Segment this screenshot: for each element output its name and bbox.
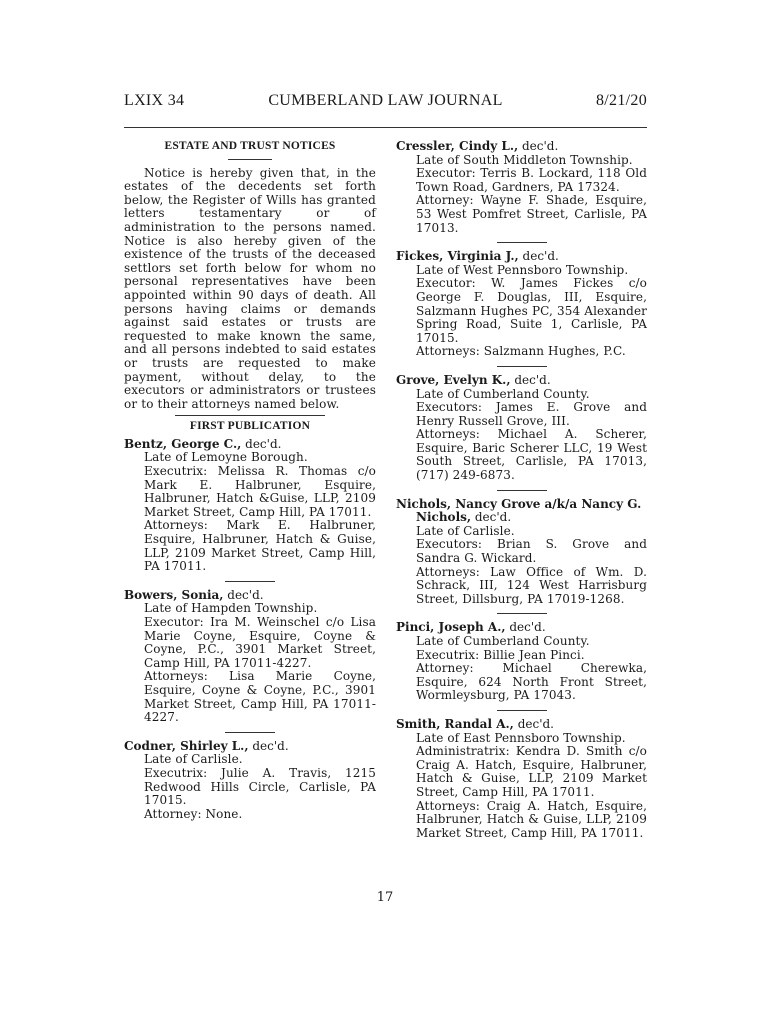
entry-detail: Attorneys: Mark E. Halbruner, Esquire, Halbruner, Hatch & Guise, LLP, 2109 Market Street, Camp Hill, PA 17011. [144,518,376,574]
decedent-name: Bentz, George C., [124,436,242,451]
entry-divider [225,732,275,733]
entry-divider [497,613,547,614]
decedent-status: dec'd. [518,139,559,153]
entry-divider [497,242,547,243]
entry-detail: Executors: James E. Grove and Henry Russell Grove, III. [416,400,647,428]
journal-title: CUMBERLAND LAW JOURNAL [268,92,503,109]
entry-detail: Executrix: Billie Jean Pinci. [416,647,585,662]
entry-detail: Late of Carlisle. [416,523,515,538]
entry-detail: Attorneys: Michael A. Scherer, Esquire, Baric Scherer LLC, 19 West South Street, Carlisle, PA 17013, (717) 249-6873. [416,427,647,483]
decedent-line [396,498,647,525]
estate-entry [396,718,647,840]
entry-detail: Late of West Pennsboro Township. [416,262,629,277]
decedent-status: dec'd. [248,738,289,753]
decedent-line [396,374,647,388]
entry-detail: Attorneys: Craig A. Hatch, Esquire, Halbruner, Hatch & Guise, LLP, 2109 Market Street, Camp Hill, PA 17011. [416,798,647,840]
header-rule [124,127,647,128]
entry-detail: Attorney: None. [144,806,243,821]
entry-detail: Late of South Middleton Township. [416,152,633,167]
entry-detail: Late of Cumberland County. [416,634,590,648]
decedent-name: Grove, Evelyn K., [396,372,511,387]
estate-entry [396,374,647,483]
running-header [124,92,647,114]
decedent-line [124,740,376,754]
decedent-line [124,589,376,603]
decedent-line [396,621,647,635]
entry-detail: Attorney: Michael Cherewka, Esquire, 624 North Front Street, Wormleysburg, PA 17043. [416,661,647,703]
decedent-status: dec'd. [505,620,546,635]
estate-entry [396,250,647,359]
entry-detail: Late of Hampden Township. [144,601,318,616]
decedent-name: Nichols, Nancy Grove a/k/a Nancy G. Nichols, [396,496,642,525]
entry-detail: Administratrix: Kendra D. Smith c/o Craig A. Hatch, Esquire, Halbruner, Hatch & Guise, LLP, 2109 Market Street, Camp Hill, PA 17011. [416,744,647,799]
section-divider [228,159,272,160]
estate-entry [124,589,376,725]
entry-detail: Attorneys: Lisa Marie Coyne, Esquire, Coyne & Coyne, P.C., 3901 Market Street, Camp Hill, PA 17011-4227. [144,669,376,725]
decedent-name: Codner, Shirley L., [124,738,249,753]
decedent-line [396,140,647,154]
entry-detail: Late of Lemoyne Borough. [144,450,308,465]
entry-detail: Attorney: Wayne F. Shade, Esquire, 53 West Pomfret Street, Carlisle, PA 17013. [416,193,647,235]
entry-detail: Attorneys: Salzmann Hughes, P.C. [416,344,626,359]
entry-detail: Executors: Brian S. Grove and Sandra G. Wickard. [416,537,647,566]
decedent-name: Cressler, Cindy L., [396,139,519,153]
decedent-line [124,438,376,452]
estate-entry [396,140,647,235]
decedent-status: dec'd. [241,436,282,451]
decedent-status: dec'd. [471,510,512,525]
entry-divider [497,490,547,491]
entry-detail: Executrix: Melissa R. Thomas c/o Mark E. Halbruner, Esquire, Halbruner, Hatch &Guise, LLP, 2109 Market Street, Camp Hill, PA 17011. [144,464,376,519]
entry-detail: Executor: Terris B. Lockard, 118 Old Town Road, Gardners, PA 17324. [416,166,647,194]
decedent-status: dec'd. [518,249,559,264]
entry-divider [497,366,547,367]
decedent-status: dec'd. [510,372,551,387]
estate-entry [396,621,647,703]
decedent-name: Pinci, Joseph A., [396,620,506,635]
decedent-line [396,718,647,732]
left-column [124,140,376,821]
page-number: 17 [376,890,394,905]
decedent-name: Smith, Randal A., [396,716,514,731]
estate-entry [124,740,376,822]
decedent-line [396,250,647,264]
entry-detail: Executrix: Julie A. Travis, 1215 Redwood Hills Circle, Carlisle, PA 17015. [144,765,376,808]
volume-number: LXIX 34 [124,92,185,109]
entry-detail: Late of Cumberland County. [416,386,590,401]
decedent-status: dec'd. [223,587,264,602]
entry-detail: Executor: Ira M. Weinschel c/o Lisa Marie Coyne, Esquire, Coyne & Coyne, P.C., 3901 Market Street, Camp Hill, PA 17011-4227. [144,615,376,670]
issue-date: 8/21/20 [596,92,647,109]
notice-intro: Notice is hereby given that, in the estates of the decedents set forth below, the Register of Wills has granted letters testamentary or of administration to the persons named. Notice is also hereby given of the existence of the trusts of the deceased settlors set forth below for whom no personal representatives have been appointed within 90 days of death. All persons having claims or demands against said estates or trusts are requested to make known the same, and all persons indebted to said estates or trusts are requested to make payment, without delay, to the executors or administrators or trustees or to their attorneys named below. [124,165,376,411]
left-entries [124,438,376,821]
entry-divider [225,581,275,582]
right-column [396,140,647,840]
estate-entry [396,498,647,607]
publication-heading: FIRST PUBLICATION [189,420,311,433]
entry-detail: Executor: W. James Fickes c/o George F. Douglas, III, Esquire, Salzmann Hughes PC, 354 Alexander Spring Road, Suite 1, Carlisle, PA 17015. [416,276,647,345]
estate-entry [124,438,376,574]
entry-detail: Late of Carlisle. [144,752,243,767]
decedent-name: Bowers, Sonia, [124,587,224,602]
entry-detail: Attorneys: Law Office of Wm. D. Schrack, III, 124 West Harrisburg Street, Dillsburg, PA 17019-1268. [416,564,647,606]
right-entries [396,140,647,840]
publication-rule [175,415,325,416]
decedent-name: Fickes, Virginia J., [396,249,519,264]
entry-divider [497,710,547,711]
entry-detail: Late of East Pennsboro Township. [416,730,626,745]
section-title: ESTATE AND TRUST NOTICES [164,140,336,152]
decedent-status: dec'd. [513,716,554,731]
